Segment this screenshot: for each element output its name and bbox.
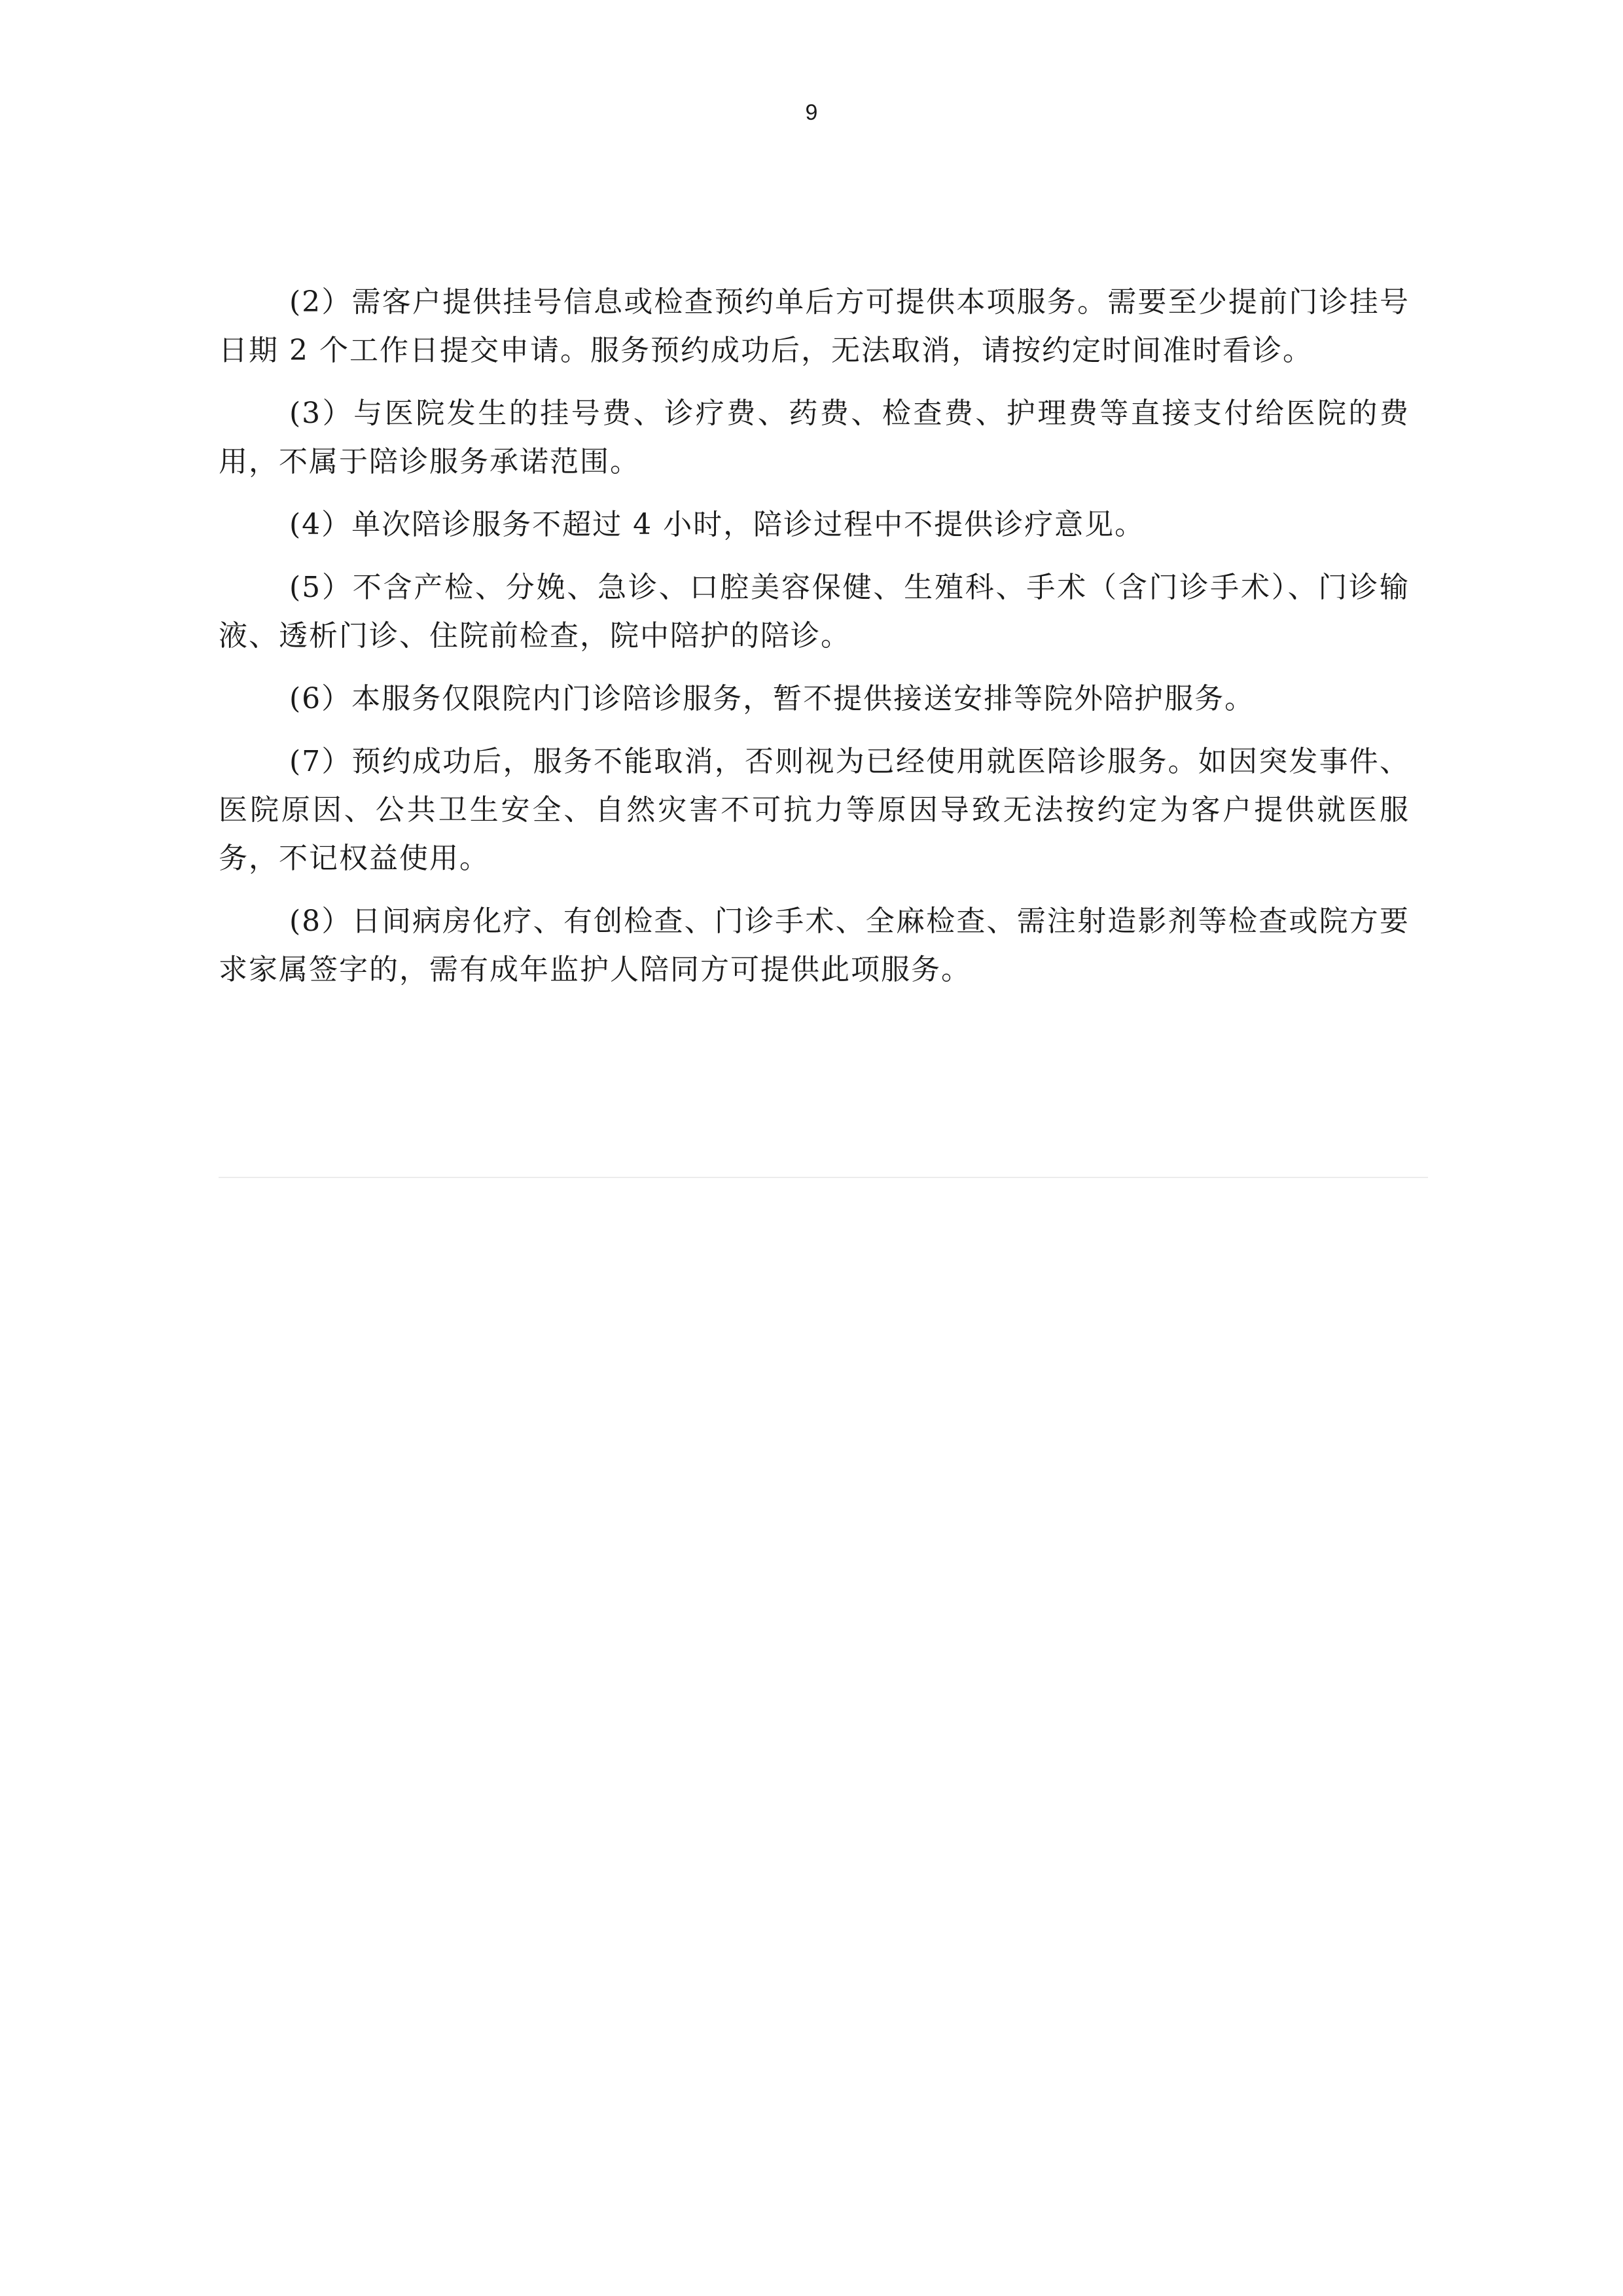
document-body: [219, 278, 1410, 1009]
clause-7: (7）预约成功后，服务不能取消，否则视为已经使用就医陪诊服务。如因突发事件、医院原因、公共卫生安全、自然灾害不可抗力等原因导致无法按约定为客户提供就医服务，不记权益使用。: [219, 745, 1410, 875]
clause-8: (8）日间病房化疗、有创检查、门诊手术、全麻检查、需注射造影剂等检查或院方要求家属签字的，需有成年监护人陪同方可提供此项服务。: [219, 905, 1410, 986]
section-divider: [219, 1177, 1428, 1178]
clause-2: (2）需客户提供挂号信息或检查预约单后方可提供本项服务。需要至少提前门诊挂号日期 2 个工作日提交申请。服务预约成功后，无法取消，请按约定时间准时看诊。: [219, 285, 1410, 367]
clause-3: (3）与医院发生的挂号费、诊疗费、药费、检查费、护理费等直接支付给医院的费用，不属于陪诊服务承诺范围。: [219, 397, 1410, 478]
clause-5: (5）不含产检、分娩、急诊、口腔美容保健、生殖科、手术（含门诊手术）、门诊输液、透析门诊、住院前检查，院中陪护的陪诊。: [219, 571, 1410, 653]
clause-4: (4）单次陪诊服务不超过 4 小时，陪诊过程中不提供诊疗意见。: [289, 508, 1145, 541]
page-number: 9: [805, 100, 818, 125]
clause-6: (6）本服务仅限院内门诊陪诊服务，暂不提供接送安排等院外陪护服务。: [289, 682, 1255, 715]
